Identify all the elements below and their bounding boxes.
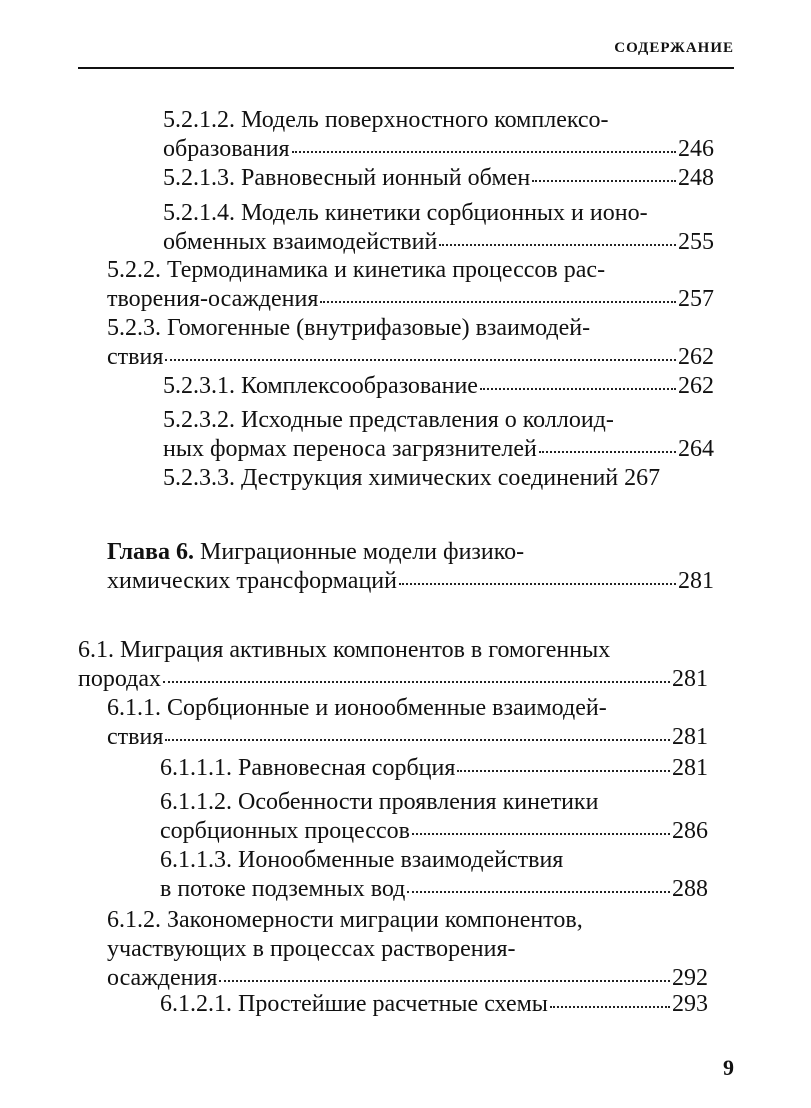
toc-page-number: 257 <box>678 286 714 312</box>
toc-entry-chapter-6[interactable] <box>107 538 714 596</box>
toc-entry-first-line: Миграционные модели физико- <box>200 539 525 565</box>
toc-entry-text: химических трансформаций <box>107 568 397 594</box>
toc-page-number: 281 <box>672 755 708 781</box>
toc-entry-text: ствия <box>107 724 164 750</box>
toc-page-number: 267 <box>624 465 661 491</box>
toc-page-number: 281 <box>672 724 708 750</box>
dot-leader <box>550 1006 670 1008</box>
toc-entry-text: породах <box>78 666 162 692</box>
toc-entry-6-1-1-1[interactable] <box>160 754 708 783</box>
toc-page-number: 293 <box>672 991 708 1017</box>
toc-entry-6-1-2-1[interactable] <box>160 990 708 1019</box>
toc-entry-first-line: 5.2.3.2. Исходные представления о коллоид- <box>163 407 614 433</box>
toc-page-number: 288 <box>672 876 708 902</box>
dot-leader <box>165 359 676 361</box>
toc-entry-text: образования <box>163 136 290 162</box>
toc-page-number: 286 <box>672 818 708 844</box>
dot-leader <box>480 388 676 390</box>
dot-leader <box>219 980 670 982</box>
toc-page-number: 292 <box>672 965 708 991</box>
toc-page-number: 262 <box>678 344 714 370</box>
dot-leader <box>407 891 670 893</box>
toc-entry-5-2-3[interactable] <box>107 314 714 372</box>
toc-entry-6-1-1-3[interactable] <box>160 846 708 904</box>
toc-entry-5-2-1-2[interactable] <box>163 106 714 164</box>
toc-entry-6-1[interactable] <box>78 636 708 694</box>
toc-entry-5-2-3-3[interactable] <box>163 464 714 493</box>
toc-entry-text: обменных взаимодействий <box>163 229 438 255</box>
dot-leader <box>412 833 670 835</box>
toc-entry-6-1-2[interactable] <box>107 906 708 993</box>
toc-entry-5-2-1-4[interactable] <box>163 199 714 257</box>
toc-entry-text: осаждения <box>107 965 218 991</box>
toc-entry-text: 5.2.1.3. Равновесный ионный обмен <box>163 165 531 191</box>
toc-page-number: 281 <box>672 666 708 692</box>
dot-leader <box>165 739 670 741</box>
toc-entry-text: ных формах переноса загрязнителей <box>163 436 537 462</box>
toc-entry-first-line: 5.2.1.4. Модель кинетики сорбционных и ионо- <box>163 200 648 226</box>
toc-page-number: 248 <box>678 165 714 191</box>
toc-page-number: 255 <box>678 229 714 255</box>
dot-leader <box>292 151 676 153</box>
header-rule <box>78 67 734 69</box>
toc-entry-first-line: 6.1.1. Сорбционные и ионообменные взаимодей- <box>107 695 607 721</box>
toc-entry-5-2-3-2[interactable] <box>163 406 714 464</box>
dot-leader <box>457 770 670 772</box>
toc-entry-first-line: 5.2.1.2. Модель поверхностного комплексо- <box>163 107 609 133</box>
toc-entry-5-2-2[interactable] <box>107 256 714 314</box>
dot-leader <box>320 301 676 303</box>
toc-entry-text: ствия <box>107 344 164 370</box>
toc-entry-6-1-1-2[interactable] <box>160 788 708 846</box>
toc-entry-5-2-3-1[interactable] <box>163 372 714 401</box>
dot-leader <box>532 180 676 182</box>
toc-page-number: 262 <box>678 373 714 399</box>
toc-entry-first-line: 6.1. Миграция активных компонентов в гомогенных <box>78 637 611 663</box>
toc-entry-text: в потоке подземных вод <box>160 876 406 902</box>
chapter-label: Глава 6. <box>107 539 194 565</box>
toc-page-number: 264 <box>678 436 714 462</box>
toc-entry-text: сорбционных процессов <box>160 818 410 844</box>
toc-entry-text: 5.2.3.1. Комплексообразование <box>163 373 478 399</box>
toc-entry-first-line: 6.1.1.3. Ионообменные взаимодействия <box>160 847 564 873</box>
toc-entry-text: 6.1.2.1. Простейшие расчетные схемы <box>160 991 548 1017</box>
toc-entry-text: 6.1.1.1. Равновесная сорбция <box>160 755 456 781</box>
toc-entry-5-2-1-3[interactable] <box>163 164 714 193</box>
toc-entry-first-line: 6.1.2. Закономерности миграции компонентов, <box>107 907 583 933</box>
page-number: 9 <box>723 1055 734 1080</box>
dot-leader <box>439 244 676 246</box>
dot-leader <box>399 583 676 585</box>
toc-entry-first-line: 5.2.2. Термодинамика и кинетика процессов рас- <box>107 257 606 283</box>
toc-entry-text: 5.2.3.3. Деструкция химических соединений <box>163 465 619 491</box>
running-header: СОДЕРЖАНИЕ <box>614 40 734 56</box>
dot-leader <box>539 451 676 453</box>
toc-page-number: 281 <box>678 568 714 594</box>
toc-entry-first-line: 5.2.3. Гомогенные (внутрифазовые) взаимодей- <box>107 315 591 341</box>
toc-entry-first-line: 6.1.1.2. Особенности проявления кинетики <box>160 789 599 815</box>
toc-entry-text: творения-осаждения <box>107 286 319 312</box>
dot-leader <box>163 681 670 683</box>
toc-page-number: 246 <box>678 136 714 162</box>
toc-entry-middle-line: участвующих в процессах растворения- <box>107 936 516 962</box>
toc-entry-6-1-1[interactable] <box>107 694 708 752</box>
